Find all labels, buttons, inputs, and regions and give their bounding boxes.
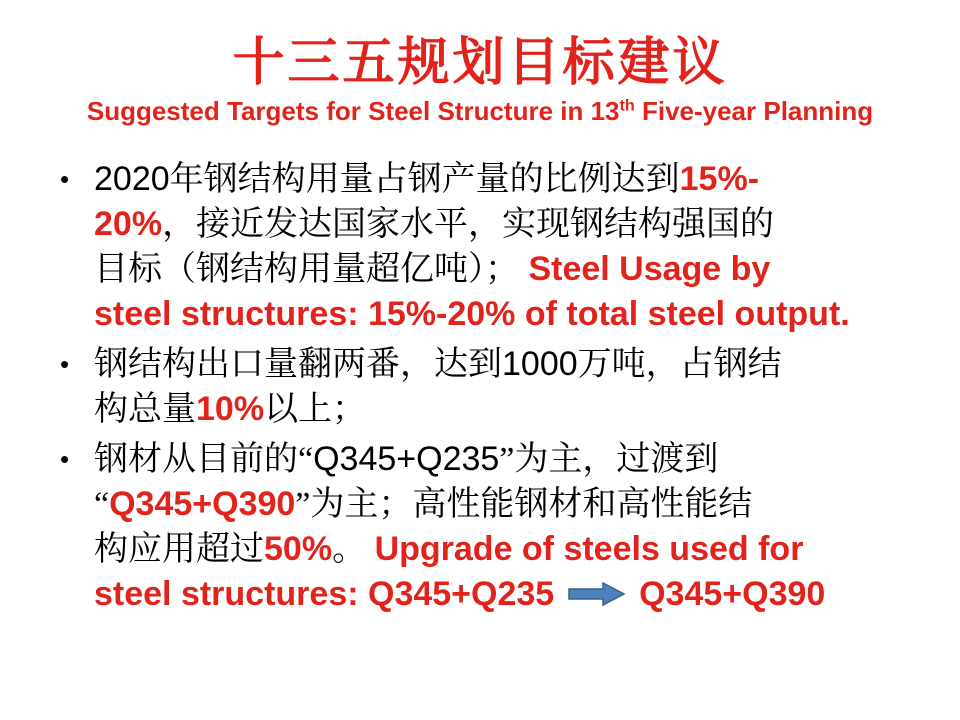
text-segment: 年钢结构用量占钢产量的比例达到	[169, 160, 680, 198]
bullet-item	[60, 342, 924, 432]
text-segment-highlight: 50%	[264, 529, 333, 568]
subtitle-text: Five-year Planning	[634, 95, 874, 126]
text-segment: ，接近发达国家水平，实现钢结构强国的	[162, 205, 775, 243]
text-segment-highlight: 20%	[94, 204, 163, 243]
text-line	[94, 482, 924, 527]
text-segment: 构总量	[94, 390, 196, 428]
subtitle-superscript: th	[619, 96, 635, 115]
text-segment: 钢材从目前的“	[94, 440, 314, 478]
text-segment: ”为主，过渡到	[499, 440, 719, 478]
text-segment: 。	[332, 530, 375, 568]
bullet-item	[60, 437, 924, 617]
text-segment-highlight: Q345+Q390	[109, 484, 296, 523]
text-segment-highlight: Upgrade of steels used for	[374, 529, 804, 568]
text-line	[94, 202, 924, 247]
text-segment-highlight: Steel Usage by	[519, 249, 771, 288]
text-segment: ”为主；高性能钢材和高性能结	[295, 485, 753, 523]
subtitle-text: Suggested Targets for Steel Structure in 13	[86, 95, 620, 126]
text-line	[94, 527, 924, 572]
text-segment-highlight: steel structures: Q345+Q235	[94, 574, 564, 613]
text-segment: 钢结构出口量翻两番，达到	[94, 345, 502, 383]
bullet-content	[94, 342, 924, 432]
right-arrow-icon	[568, 581, 626, 607]
text-segment-highlight: 15%-	[679, 159, 760, 198]
text-line	[94, 292, 924, 337]
text-segment: 以上；	[264, 390, 367, 428]
bullet-marker: •	[60, 163, 70, 194]
text-line	[94, 437, 924, 482]
text-segment: 1000	[502, 344, 578, 383]
bullet-content	[94, 437, 924, 617]
text-segment: 构应用超过	[94, 530, 264, 568]
slide-body	[60, 157, 924, 617]
text-segment: Q345+Q235	[313, 439, 500, 478]
text-segment-highlight: steel structures: 15%-20% of total steel output.	[94, 294, 850, 333]
bullet-content	[94, 157, 924, 337]
text-segment-highlight: 10%	[196, 389, 265, 428]
slide-title: 十三五规划目标建议	[232, 35, 728, 92]
text-line	[94, 247, 924, 292]
text-line	[94, 387, 924, 432]
text-segment: 万吨，占钢结	[577, 345, 782, 383]
text-line	[94, 157, 924, 202]
text-line	[94, 342, 924, 387]
bullet-marker: •	[60, 443, 70, 474]
text-segment: “	[94, 485, 110, 523]
text-line	[94, 572, 924, 617]
text-segment: 2020	[94, 159, 170, 198]
slide-subtitle	[0, 96, 960, 127]
bullet-marker: •	[60, 348, 70, 379]
text-segment: 目标（钢结构用量超亿吨）；	[94, 250, 519, 288]
bullet-item	[60, 157, 924, 337]
text-segment-highlight: Q345+Q390	[629, 574, 826, 613]
